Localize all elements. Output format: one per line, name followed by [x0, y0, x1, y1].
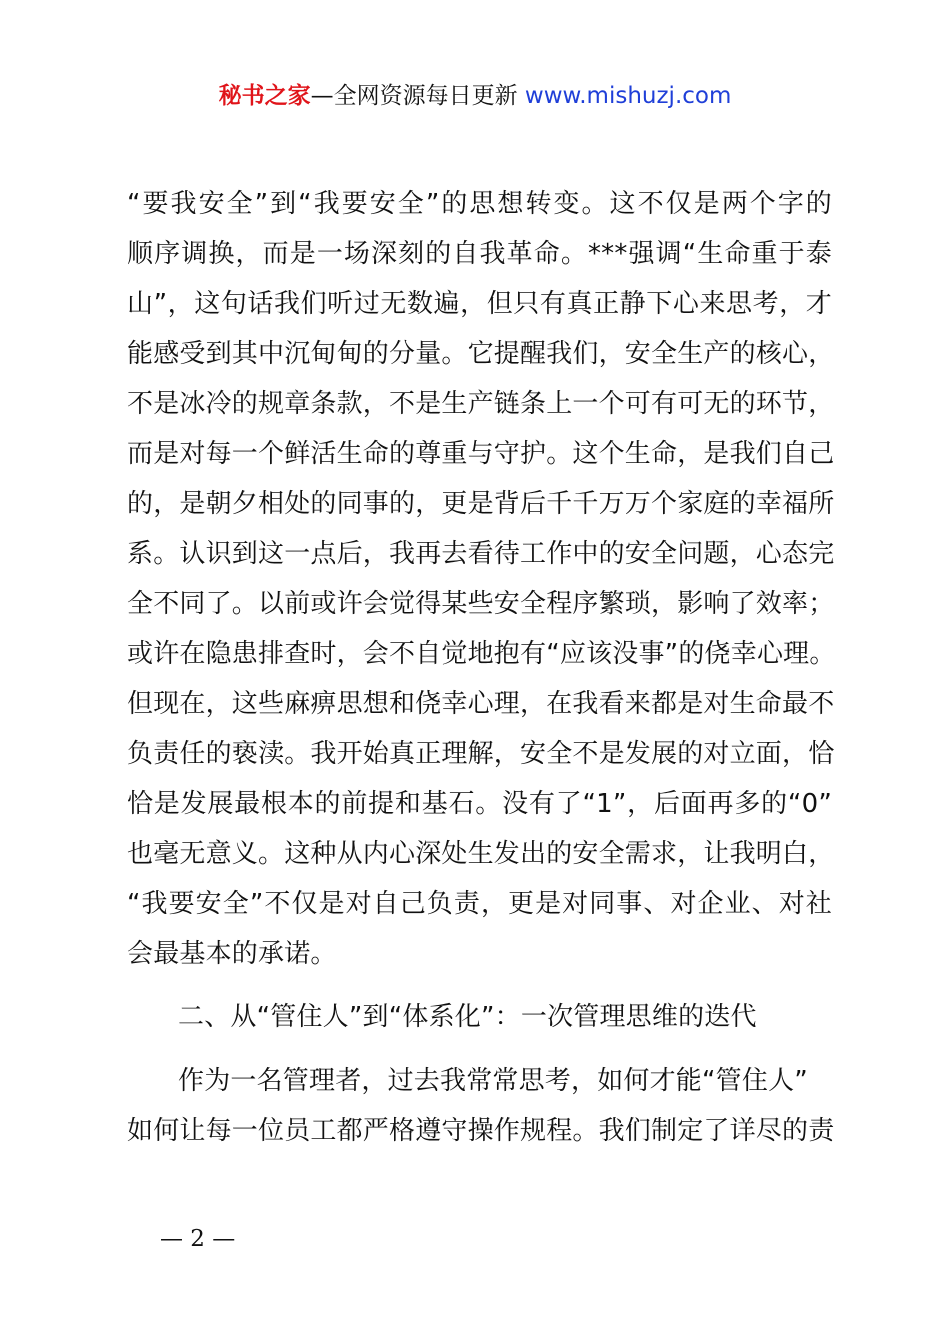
body-line: 全不同了。以前或许会觉得某些安全程序繁琐，影响了效率；: [127, 589, 835, 619]
body-line: 的，是朝夕相处的同事的，更是背后千千万万个家庭的幸福所: [127, 489, 835, 519]
body-line: 但现在，这些麻痹思想和侥幸心理，在我看来都是对生命最不: [127, 689, 835, 719]
body-line: 不是冰冷的规章条款，不是生产链条上一个可有可无的环节，: [127, 389, 835, 419]
body-line: 也毫无意义。这种从内心深处生发出的安全需求，让我明白，: [127, 839, 835, 869]
body-line: 顺序调换，而是一场深刻的自我革命。***强调“生命重于泰: [127, 239, 832, 269]
body-line: 能感受到其中沉甸甸的分量。它提醒我们，安全生产的核心，: [127, 339, 835, 369]
body-line: 会最基本的承诺。: [127, 939, 337, 969]
body-line: 或许在隐患排查时，会不自觉地抱有“应该没事”的侥幸心理。: [127, 639, 836, 669]
body-line: 作为一名管理者，过去我常常思考，如何才能“管住人”: [178, 1066, 808, 1096]
header-tagline: —全网资源每日更新: [310, 83, 518, 109]
body-line: 负责任的亵渎。我开始真正理解，安全不是发展的对立面，恰: [127, 739, 835, 769]
page-number: — 2 —: [160, 1226, 236, 1252]
body-line: 恰是发展最根本的前提和基石。没有了“1”，后面再多的“0”: [127, 789, 832, 819]
body-line: “要我安全”到“我要安全”的思想转变。这不仅是两个字的: [127, 189, 832, 219]
body-line: 系。认识到这一点后，我再去看待工作中的安全问题，心态完: [127, 539, 835, 569]
site-header: [0, 80, 950, 112]
body-line: “我要安全”不仅是对自己负责，更是对同事、对企业、对社: [127, 889, 832, 919]
body-line: 山”，这句话我们听过无数遍，但只有真正静下心来思考，才: [127, 289, 832, 319]
body-line: 而是对每一个鲜活生命的尊重与守护。这个生命，是我们自己: [127, 439, 835, 469]
site-url-link[interactable]: www.mishuzj.com: [524, 83, 732, 109]
brand-name: 秘书之家: [218, 83, 311, 109]
body-line: 如何让每一位员工都严格遵守操作规程。我们制定了详尽的责: [127, 1116, 835, 1146]
section-heading: 二、从“管住人”到“体系化”：一次管理思维的迭代: [178, 1002, 757, 1032]
